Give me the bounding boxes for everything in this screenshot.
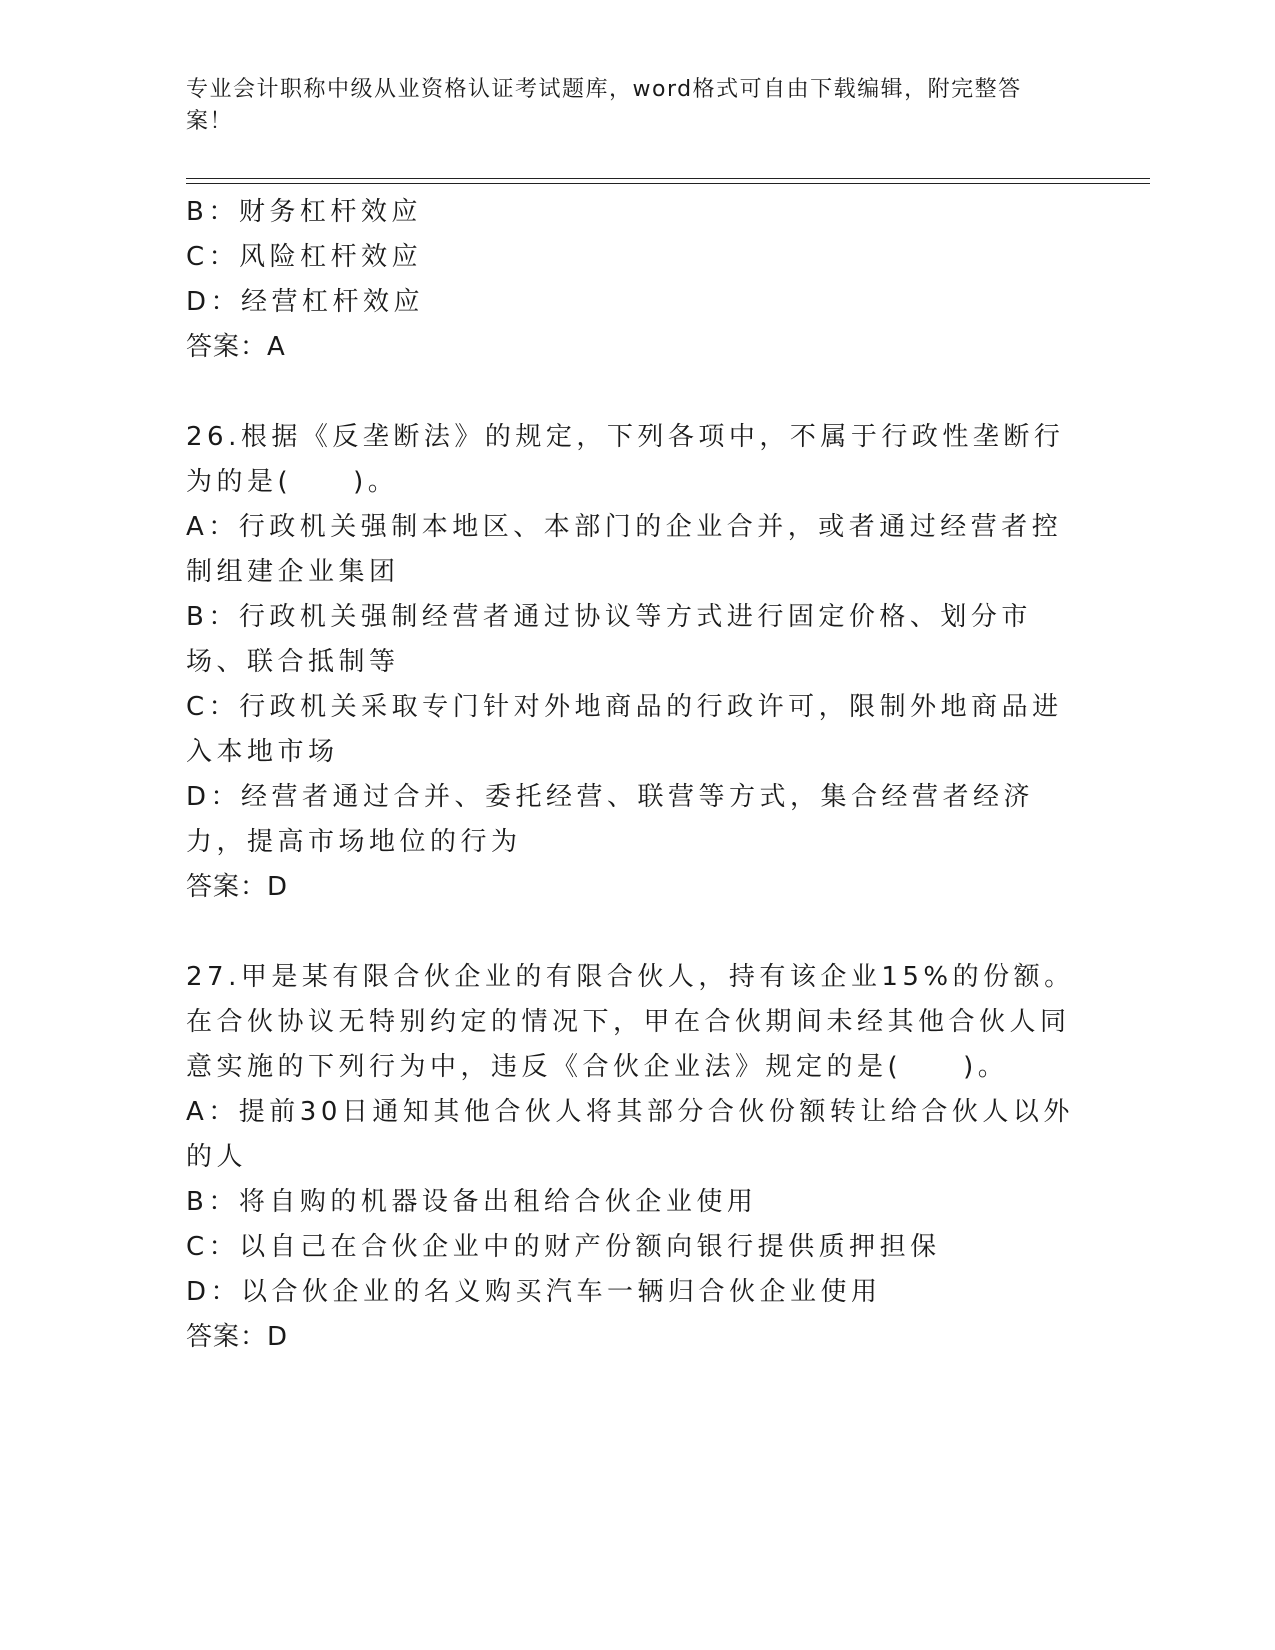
option-c: C：行政机关采取专门针对外地商品的行政许可，限制外地商品进入本地市场 <box>186 692 1063 767</box>
option-b: B：将自购的机器设备出租给合伙企业使用 <box>186 1187 758 1217</box>
answer: 答案：D <box>186 1322 289 1352</box>
question-content <box>186 190 1076 1360</box>
question-27 <box>186 955 1076 1360</box>
question-26 <box>186 415 1076 910</box>
option-d: D：经营者通过合并、委托经营、联营等方式，集合经营者经济力，提高市场地位的行为 <box>186 782 1035 857</box>
spacer <box>186 370 1076 415</box>
option-c: C：以自己在合伙企业中的财产份额向银行提供质押担保 <box>186 1232 941 1262</box>
option-c: C：风险杠杆效应 <box>186 242 423 272</box>
option-a: A：行政机关强制本地区、本部门的企业合并，或者通过经营者控制组建企业集团 <box>186 512 1063 587</box>
header-rule-top <box>186 178 1150 179</box>
question-stem: 27.甲是某有限合伙企业的有限合伙人，持有该企业15%的份额。在合伙协议无特别约定的情况下，甲在合伙期间未经其他合伙人同意实施的下列行为中，违反《合伙企业法》规定的是( )。 <box>186 962 1075 1082</box>
question-stem: 26.根据《反垄断法》的规定，下列各项中，不属于行政性垄断行为的是( )。 <box>186 422 1065 497</box>
option-b: B：行政机关强制经营者通过协议等方式进行固定价格、划分市场、联合抵制等 <box>186 602 1032 677</box>
page-header: 专业会计职称中级从业资格认证考试题库，word格式可自由下载编辑，附完整答案！ <box>186 77 1022 134</box>
option-a: A：提前30日通知其他合伙人将其部分合伙份额转让给合伙人以外的人 <box>186 1097 1074 1172</box>
option-d: D：以合伙企业的名义购买汽车一辆归合伙企业使用 <box>186 1277 882 1307</box>
question-25-continued <box>186 190 1076 370</box>
option-d: D：经营杠杆效应 <box>186 287 425 317</box>
spacer <box>186 910 1076 955</box>
header-rule-bottom <box>186 183 1150 184</box>
answer: 答案：A <box>186 332 286 362</box>
answer: 答案：D <box>186 872 289 902</box>
option-b: B：财务杠杆效应 <box>186 197 422 227</box>
